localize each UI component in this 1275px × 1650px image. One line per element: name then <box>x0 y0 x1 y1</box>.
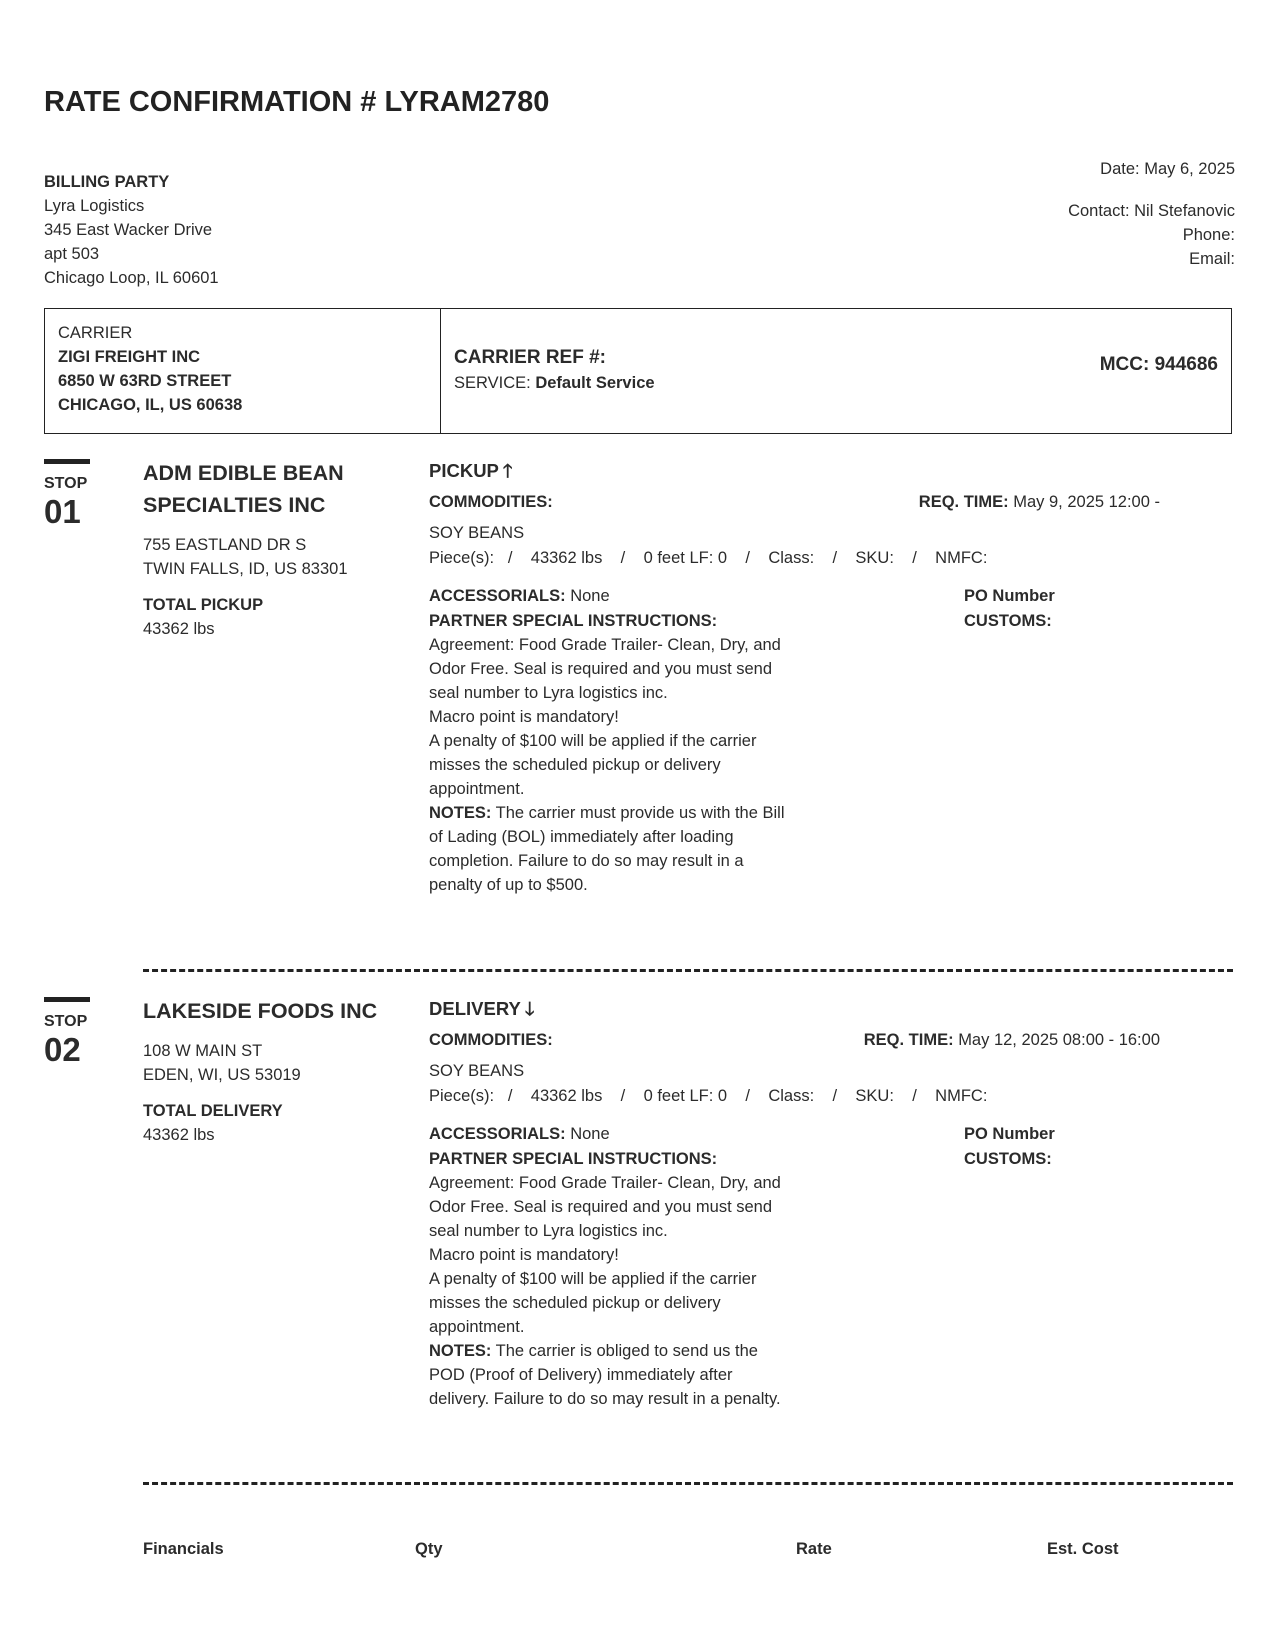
billing-city: Chicago Loop, IL 60601 <box>44 269 219 287</box>
party-address: 108 W MAIN ST <box>143 1042 263 1060</box>
po-number-label: PO Number <box>964 587 1055 605</box>
instruction-line: Agreement: Food Grade Trailer- Clean, Dry, and <box>429 1174 781 1192</box>
commodity-name: SOY BEANS <box>429 1062 525 1080</box>
service-value: Default Service <box>535 374 655 392</box>
billing-heading: BILLING PARTY <box>44 173 170 191</box>
page-title: RATE CONFIRMATION # LYRAM2780 <box>44 86 550 118</box>
notes-line: completion. Failure to do so may result in a <box>429 852 744 870</box>
accessorials-value: None <box>570 587 610 605</box>
partner-instructions-label: PARTNER SPECIAL INSTRUCTIONS: <box>429 612 718 630</box>
rate-column-header: Rate <box>796 1540 832 1558</box>
est-cost-column-header: Est. Cost <box>1047 1540 1119 1558</box>
instruction-line: Macro point is mandatory! <box>429 708 619 726</box>
carrier-heading: CARRIER <box>58 324 133 342</box>
req-time <box>919 490 1160 514</box>
party-address: 755 EASTLAND DR S <box>143 536 307 554</box>
notes-line: POD (Proof of Delivery) immediately after <box>429 1366 733 1384</box>
contact-name: Contact: Nil Stefanovic <box>1068 202 1235 220</box>
document-info <box>1068 157 1235 271</box>
billing-name: Lyra Logistics <box>44 197 145 215</box>
contact-phone: Phone: <box>1182 226 1235 244</box>
party-city: TWIN FALLS, ID, US 83301 <box>143 560 348 578</box>
stop-party <box>143 995 433 1147</box>
stop-type: DELIVERY <box>429 998 521 1019</box>
stop-number: 01 <box>44 493 81 530</box>
stop-marker <box>44 997 90 1068</box>
instruction-line: appointment. <box>429 780 525 798</box>
notes-line <box>429 1339 814 1363</box>
total-value: 43362 lbs <box>143 620 215 638</box>
stop-label: STOP <box>44 1013 88 1030</box>
customs-label: CUSTOMS: <box>964 1150 1052 1168</box>
billing-party <box>44 170 219 290</box>
instruction-line: misses the scheduled pickup or delivery <box>429 1294 721 1312</box>
notes-line: delivery. Failure to do so may result in a penalty. <box>429 1390 781 1408</box>
customs-label: CUSTOMS: <box>964 612 1052 630</box>
party-name-line: ADM EDIBLE BEAN <box>143 461 344 485</box>
req-time <box>864 1028 1160 1052</box>
stop-heading <box>429 996 534 1022</box>
accessorials <box>429 584 610 608</box>
req-time-value: May 9, 2025 12:00 - <box>1013 493 1160 511</box>
commodities-label: COMMODITIES: <box>429 1031 553 1049</box>
notes-line <box>429 801 814 825</box>
notes-line: of Lading (BOL) immediately after loading <box>429 828 734 846</box>
notes-line: penalty of up to $500. <box>429 876 588 894</box>
total-value: 43362 lbs <box>143 1126 215 1144</box>
carrier-info <box>45 309 441 433</box>
document-date: Date: May 6, 2025 <box>1100 160 1235 178</box>
commodity-name: SOY BEANS <box>429 524 525 542</box>
req-time-value: May 12, 2025 08:00 - 16:00 <box>958 1031 1160 1049</box>
carrier-ref-label: CARRIER REF #: <box>454 347 607 368</box>
carrier-reference <box>454 345 655 395</box>
arrow-down-icon: 🡓 <box>524 998 535 1019</box>
stop-divider <box>143 969 1233 972</box>
notes-text: The carrier must provide us with the Bill <box>495 804 785 822</box>
pieces-line: Piece(s): / 43362 lbs / 0 feet LF: 0 / Class: / SKU: / NMFC: <box>429 1087 988 1105</box>
total-label: TOTAL DELIVERY <box>143 1102 283 1120</box>
carrier-city: CHICAGO, IL, US 60638 <box>58 396 243 414</box>
instruction-line: Macro point is mandatory! <box>429 1246 619 1264</box>
stop-bar <box>44 459 90 464</box>
instruction-line: seal number to Lyra logistics inc. <box>429 684 668 702</box>
accessorials-label: ACCESSORIALS: <box>429 587 566 605</box>
billing-address1: 345 East Wacker Drive <box>44 221 213 239</box>
carrier-name: ZIGI FREIGHT INC <box>58 348 201 366</box>
stop-party <box>143 457 413 641</box>
instruction-line: Agreement: Food Grade Trailer- Clean, Dry, and <box>429 636 781 654</box>
accessorials-value: None <box>570 1125 610 1143</box>
notes-label: NOTES: <box>429 1342 492 1360</box>
contact-email: Email: <box>1189 250 1235 268</box>
partner-instructions-label: PARTNER SPECIAL INSTRUCTIONS: <box>429 1150 718 1168</box>
qty-column-header: Qty <box>415 1540 443 1558</box>
accessorials-label: ACCESSORIALS: <box>429 1125 566 1143</box>
stop-bar <box>44 997 90 1002</box>
stop-label: STOP <box>44 475 88 492</box>
financials-column-header: Financials <box>143 1540 224 1558</box>
instruction-line: misses the scheduled pickup or delivery <box>429 756 721 774</box>
instruction-line: A penalty of $100 will be applied if the carrier <box>429 732 757 750</box>
instruction-line: A penalty of $100 will be applied if the carrier <box>429 1270 757 1288</box>
stop-marker <box>44 459 90 530</box>
carrier-box <box>44 308 1232 434</box>
carrier-address: 6850 W 63RD STREET <box>58 372 232 390</box>
stop-heading <box>429 458 513 484</box>
party-city: EDEN, WI, US 53019 <box>143 1066 301 1084</box>
commodities-label: COMMODITIES: <box>429 493 553 511</box>
mcc-number: MCC: 944686 <box>1099 354 1218 375</box>
notes-label: NOTES: <box>429 804 492 822</box>
notes-text: The carrier is obliged to send us the <box>495 1342 758 1360</box>
stop-type: PICKUP <box>429 460 499 481</box>
req-time-label: REQ. TIME: <box>918 493 1009 511</box>
billing-address2: apt 503 <box>44 245 100 263</box>
service-label: SERVICE: <box>454 374 531 392</box>
accessorials <box>429 1122 610 1146</box>
pieces-line: Piece(s): / 43362 lbs / 0 feet LF: 0 / Class: / SKU: / NMFC: <box>429 549 988 567</box>
party-name-line: SPECIALTIES INC <box>143 493 326 517</box>
total-label: TOTAL PICKUP <box>143 596 264 614</box>
special-instructions <box>429 1147 814 1411</box>
instruction-line: appointment. <box>429 1318 525 1336</box>
service-line <box>454 371 655 395</box>
arrow-up-icon: 🡑 <box>502 460 513 481</box>
instruction-line: Odor Free. Seal is required and you must send <box>429 660 773 678</box>
stop-number: 02 <box>44 1031 81 1068</box>
req-time-label: REQ. TIME: <box>863 1031 954 1049</box>
stop-divider <box>143 1482 1233 1485</box>
instruction-line: seal number to Lyra logistics inc. <box>429 1222 668 1240</box>
party-name-line: LAKESIDE FOODS INC <box>143 999 378 1023</box>
special-instructions <box>429 609 814 897</box>
instruction-line: Odor Free. Seal is required and you must send <box>429 1198 773 1216</box>
po-number-label: PO Number <box>964 1125 1055 1143</box>
